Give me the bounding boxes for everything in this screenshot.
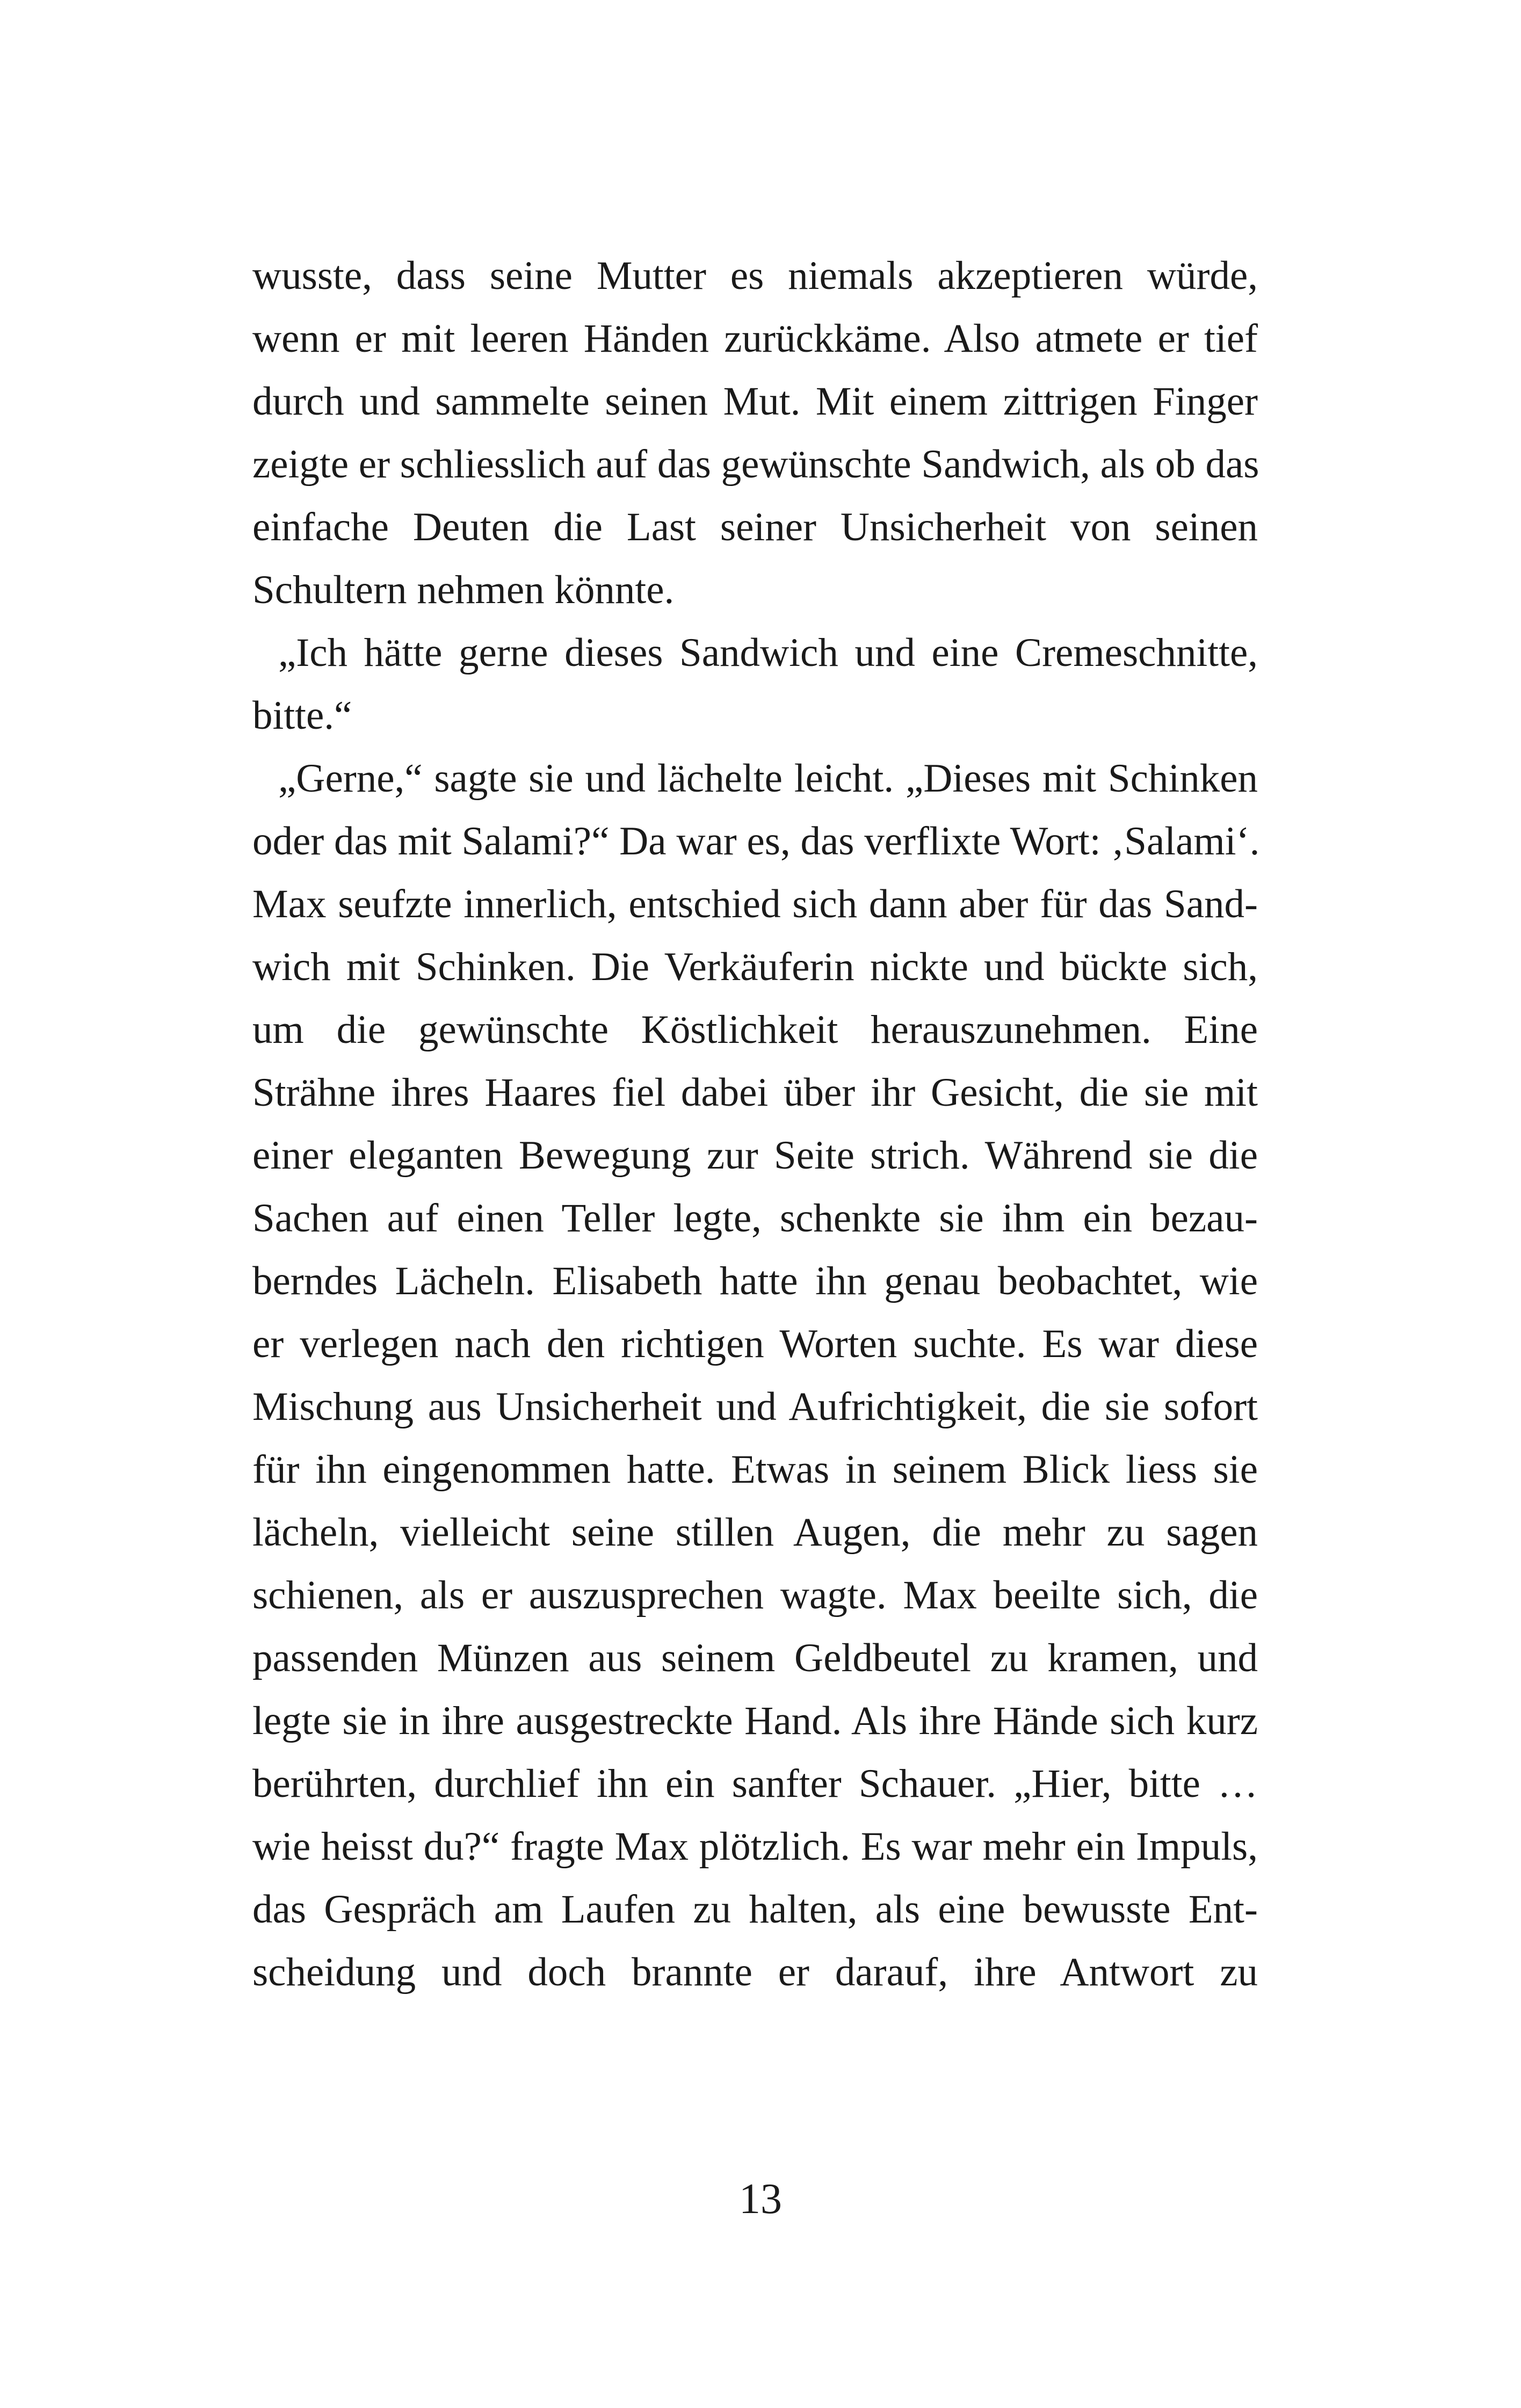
text-line: Mischung aus Unsicherheit und Aufrichtigkeit, die sie sofort bbox=[252, 1384, 1258, 1429]
text-line: das Gespräch am Laufen zu halten, als eine bewusste Ent- bbox=[252, 1887, 1258, 1932]
text-line: durch und sammelte seinen Mut. Mit einem zittrigen Finger bbox=[252, 379, 1258, 424]
text-line: scheidung und doch brannte er darauf, ihre Antwort zu bbox=[252, 1950, 1258, 1994]
text-line: wenn er mit leeren Händen zurückkäme. Also atmete er tief bbox=[252, 316, 1258, 361]
text-line: Schultern nehmen könnte. bbox=[252, 568, 675, 612]
text-line: passenden Münzen aus seinem Geldbeutel zu kramen, und bbox=[252, 1636, 1258, 1680]
text-line: „Gerne,“ sagte sie und lächelte leicht. „Dieses mit Schinken bbox=[278, 756, 1258, 801]
text-line: schienen, als er auszusprechen wagte. Max beeilte sich, die bbox=[252, 1573, 1258, 1618]
text-line: Sachen auf einen Teller legte, schenkte sie ihm ein bezau- bbox=[252, 1196, 1258, 1241]
text-line: berührten, durchlief ihn ein sanfter Schauer. „Hier, bitte … bbox=[252, 1761, 1258, 1806]
text-line: einer eleganten Bewegung zur Seite strich. Während sie die bbox=[252, 1133, 1258, 1178]
text-line: berndes Lächeln. Elisabeth hatte ihn genau beobachtet, wie bbox=[252, 1259, 1258, 1303]
text-line: einfache Deuten die Last seiner Unsicherheit von seinen bbox=[252, 505, 1258, 549]
text-line: wich mit Schinken. Die Verkäuferin nickte und bückte sich, bbox=[252, 945, 1258, 989]
text-line: für ihn eingenommen hatte. Etwas in seinem Blick liess sie bbox=[252, 1447, 1258, 1492]
text-line: wusste, dass seine Mutter es niemals akzeptieren würde, bbox=[252, 253, 1258, 298]
text-line: Strähne ihres Haares fiel dabei über ihr Gesicht, die sie mit bbox=[252, 1070, 1258, 1115]
text-line: bitte.“ bbox=[252, 693, 352, 738]
text-line: um die gewünschte Köstlichkeit herauszunehmen. Eine bbox=[252, 1007, 1258, 1052]
text-line: lächeln, vielleicht seine stillen Augen, die mehr zu sagen bbox=[252, 1510, 1258, 1555]
text-line: oder das mit Salami?“ Da war es, das verflixte Wort: ‚Salami‘. bbox=[252, 819, 1260, 864]
body-text bbox=[252, 244, 1258, 2004]
text-line: er verlegen nach den richtigen Worten suchte. Es war diese bbox=[252, 1322, 1258, 1366]
page-number: 13 bbox=[739, 2175, 782, 2223]
text-line: Max seufzte innerlich, entschied sich dann aber für das Sand- bbox=[252, 882, 1258, 926]
text-line: wie heisst du?“ fragte Max plötzlich. Es war mehr ein Impuls, bbox=[252, 1824, 1258, 1869]
text-line: „Ich hätte gerne dieses Sandwich und eine Cremeschnitte, bbox=[278, 630, 1258, 675]
text-line: zeigte er schliesslich auf das gewünschte Sandwich, als ob das bbox=[252, 442, 1259, 487]
text-line: legte sie in ihre ausgestreckte Hand. Als ihre Hände sich kurz bbox=[252, 1699, 1258, 1743]
